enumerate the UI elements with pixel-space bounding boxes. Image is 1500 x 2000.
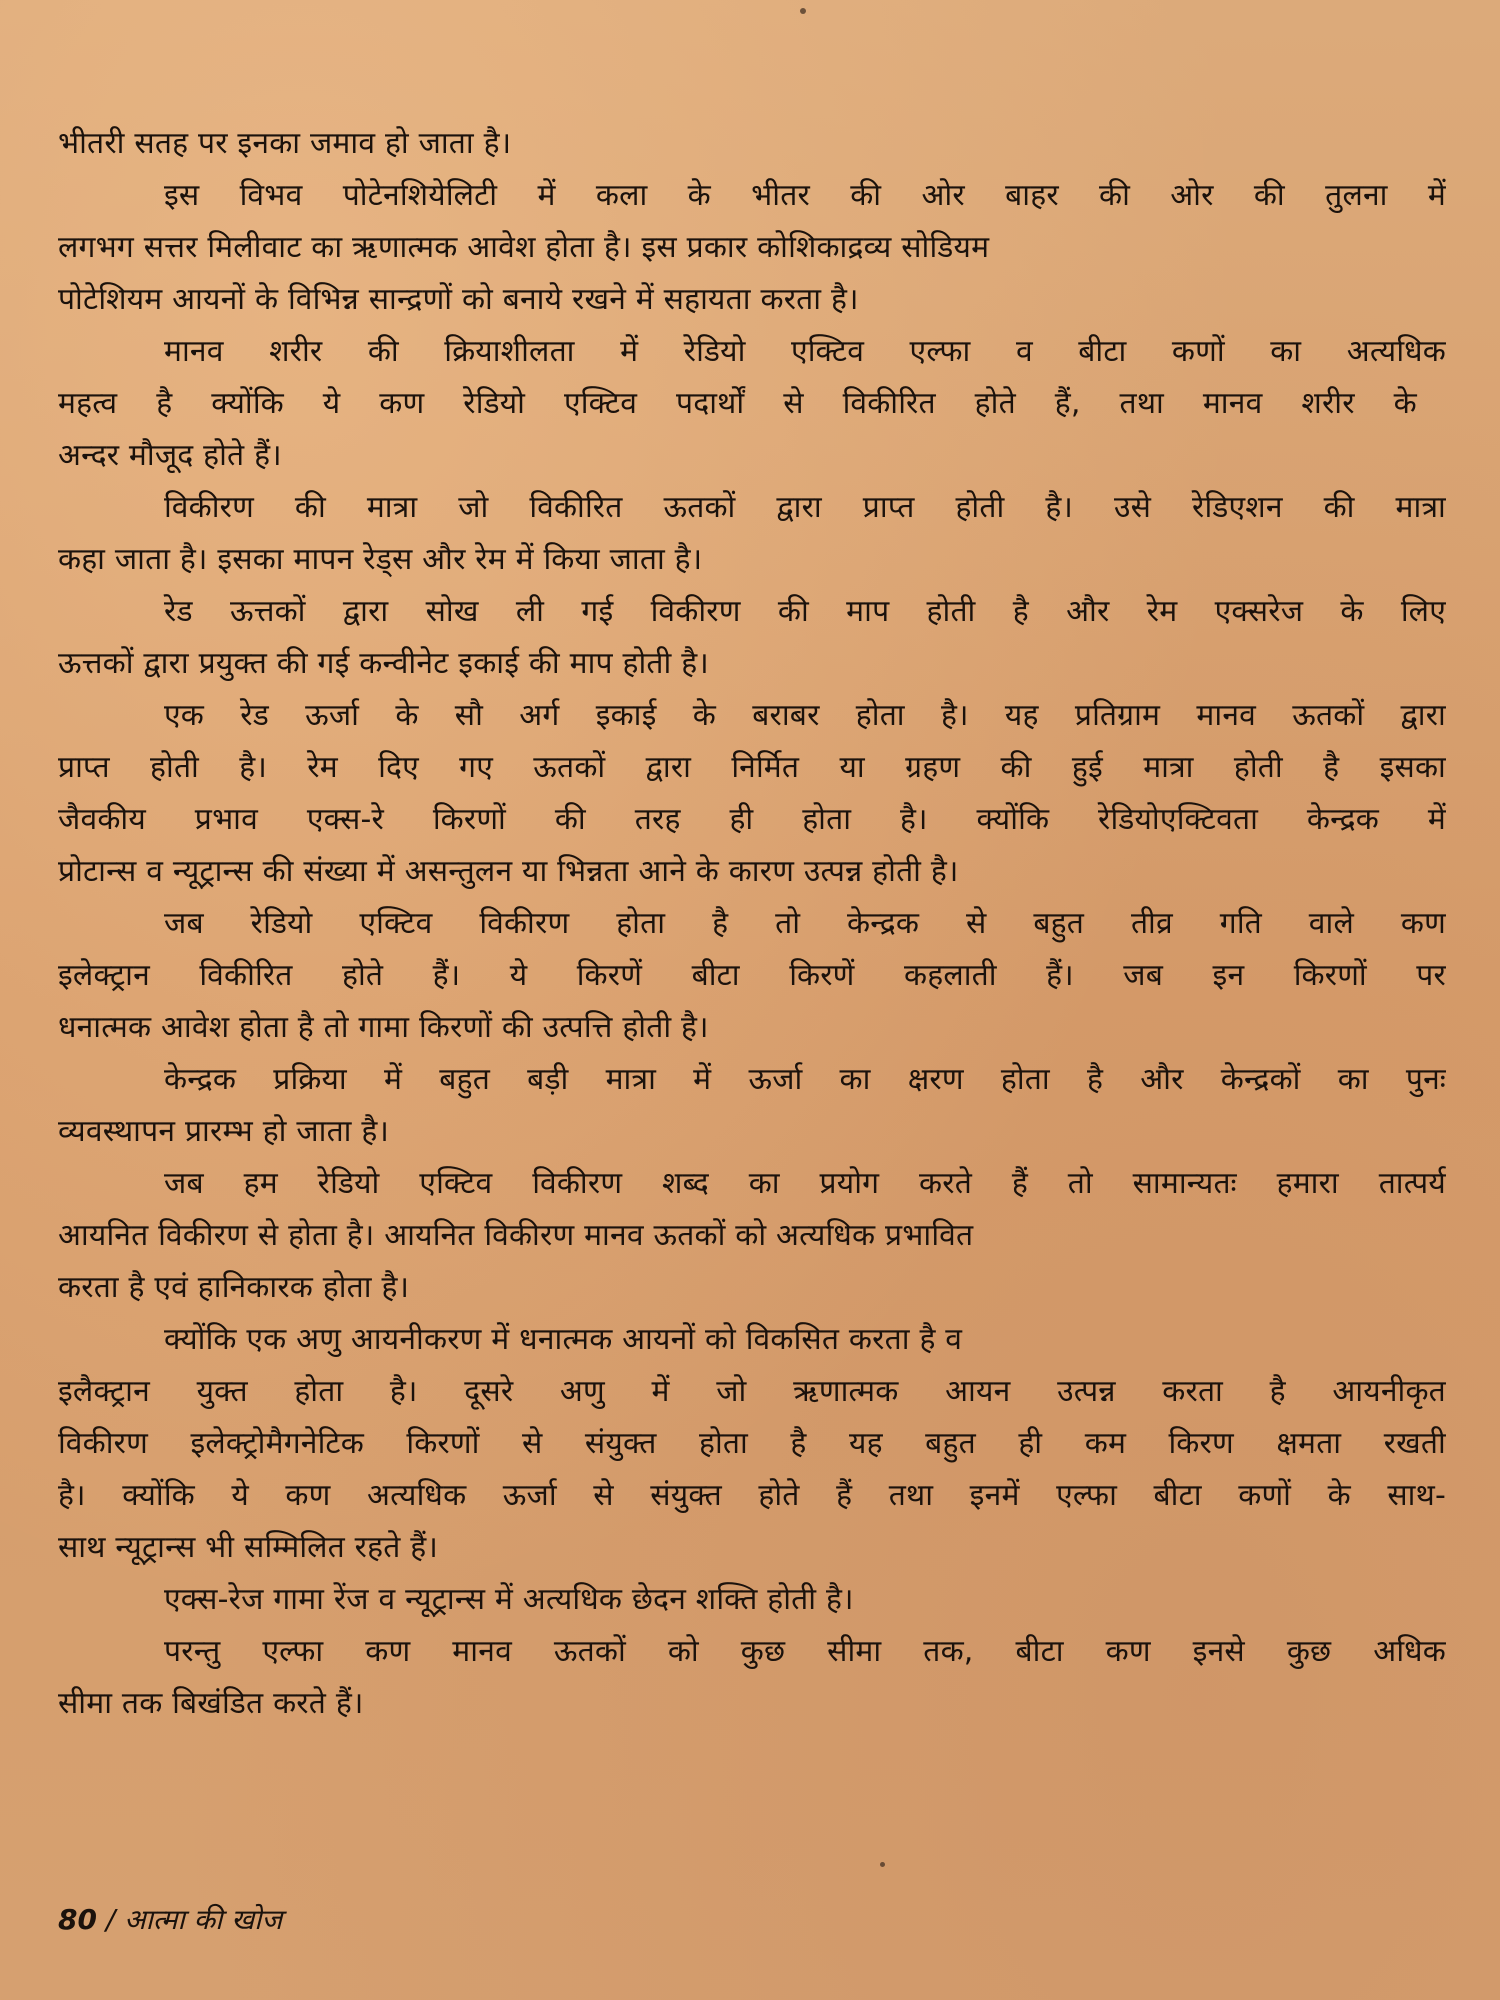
ink-speck xyxy=(880,1862,885,1867)
text-line: क्योंकि एक अणु आयनीकरण में धनात्मक आयनों को विकसित करता है व xyxy=(164,1322,963,1357)
text-line: पोटेशियम आयनों के विभिन्न सान्द्रणों को बनाये रखने में सहायता करता है। xyxy=(58,282,859,317)
text-line: प्रोटान्स व न्यूट्रान्स की संख्या में असन्तुलन या भिन्नता आने के कारण उत्पन्न होती है। xyxy=(58,854,959,889)
text-line: अन्दर मौजूद होते हैं। xyxy=(58,438,282,473)
text-line: व्यवस्थापन प्रारम्भ हो जाता है। xyxy=(58,1114,390,1149)
page-body-text xyxy=(58,118,1446,1730)
text-line: इलेक्ट्रान विकीरित होते हैं। ये किरणें बीटा किरणें कहलाती हैं। जब इन किरणों पर xyxy=(58,958,1446,993)
text-line: जैवकीय प्रभाव एक्स-रे किरणों की तरह ही होता है। क्योंकि रेडियोएक्टिवता केन्द्रक में xyxy=(58,802,1446,837)
text-line: साथ न्यूट्रान्स भी सम्मिलित रहते हैं। xyxy=(58,1530,439,1565)
text-line: केन्द्रक प्रक्रिया में बहुत बड़ी मात्रा में ऊर्जा का क्षरण होता है और केन्द्रकों का पुनः xyxy=(164,1062,1446,1097)
text-line: एक्स-रेज गामा रेंज व न्यूट्रान्स में अत्यधिक छेदन शक्ति होती है। xyxy=(164,1582,854,1617)
text-line: धनात्मक आवेश होता है तो गामा किरणों की उत्पत्ति होती है। xyxy=(58,1010,709,1045)
text-line: विकीरण की मात्रा जो विकीरित ऊतकों द्वारा प्राप्त होती है। उसे रेडिएशन की मात्रा xyxy=(164,490,1446,525)
text-line: प्राप्त होती है। रेम दिए गए ऊतकों द्वारा निर्मित या ग्रहण की हुई मात्रा होती है इसका xyxy=(58,750,1446,785)
text-line: ऊत्तकों द्वारा प्रयुक्त की गई कन्वीनेट इकाई की माप होती है। xyxy=(58,646,709,681)
text-line: महत्व है क्योंकि ये कण रेडियो एक्टिव पदार्थों से विकीरित होते हैं, तथा मानव शरीर के xyxy=(58,386,1417,421)
text-line: विकीरण इलेक्ट्रोमैगनेटिक किरणों से संयुक्त होता है यह बहुत ही कम किरण क्षमता रखती xyxy=(58,1426,1446,1461)
text-line: भीतरी सतह पर इनका जमाव हो जाता है। xyxy=(58,126,512,161)
text-line: लगभग सत्तर मिलीवाट का ऋणात्मक आवेश होता है। इस प्रकार कोशिकाद्रव्य सोडियम xyxy=(58,230,990,265)
ink-speck xyxy=(800,8,806,14)
text-line: है। क्योंकि ये कण अत्यधिक ऊर्जा से संयुक्त होते हैं तथा इनमें एल्फा बीटा कणों के साथ- xyxy=(58,1478,1446,1513)
text-line: जब हम रेडियो एक्टिव विकीरण शब्द का प्रयोग करते हैं तो सामान्यतः हमारा तात्पर्य xyxy=(164,1166,1446,1201)
text-line: जब रेडियो एक्टिव विकीरण होता है तो केन्द्रक से बहुत तीव्र गति वाले कण xyxy=(164,906,1446,941)
text-line: एक रेड ऊर्जा के सौ अर्ग इकाई के बराबर होता है। यह प्रतिग्राम मानव ऊतकों द्वारा xyxy=(164,698,1446,733)
text-line: इस विभव पोटेनशियेलिटी में कला के भीतर की ओर बाहर की ओर की तुलना में xyxy=(164,178,1446,213)
text-line: मानव शरीर की क्रियाशीलता में रेडियो एक्टिव एल्फा व बीटा कणों का अत्यधिक xyxy=(164,334,1446,369)
text-line: आयनित विकीरण से होता है। आयनित विकीरण मानव ऊतकों को अत्यधिक प्रभावित xyxy=(58,1218,974,1253)
text-line: सीमा तक बिखंडित करते हैं। xyxy=(58,1686,364,1721)
footer-separator: / xyxy=(105,1903,116,1936)
page-number: 80 xyxy=(58,1903,97,1936)
text-line: इलैक्ट्रान युक्त होता है। दूसरे अणु में जो ऋणात्मक आयन उत्पन्न करता है आयनीकृत xyxy=(58,1374,1446,1409)
text-line: रेड ऊत्तकों द्वारा सोख ली गई विकीरण की माप होती है और रेम एक्सरेज के लिए xyxy=(164,594,1446,629)
page-footer xyxy=(58,1900,282,1938)
text-line: परन्तु एल्फा कण मानव ऊतकों को कुछ सीमा तक, बीटा कण इनसे कुछ अधिक xyxy=(164,1634,1446,1669)
text-line: करता है एवं हानिकारक होता है। xyxy=(58,1270,410,1305)
book-title: आत्मा की खोज xyxy=(124,1903,283,1936)
text-line: कहा जाता है। इसका मापन रेड्स और रेम में किया जाता है। xyxy=(58,542,703,577)
